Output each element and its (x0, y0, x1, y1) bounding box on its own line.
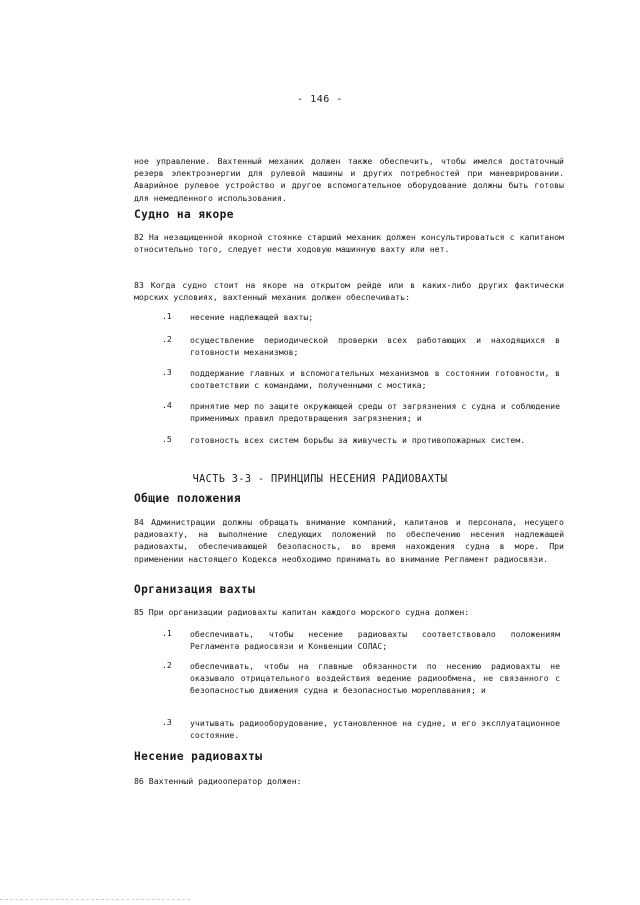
list-item: готовность всех систем борьбы за живучесть и противопожарных систем. (190, 435, 526, 445)
paragraph-86: 86 Вахтенный радиооператор должен: (134, 776, 302, 786)
heading-ship-at-anchor: Судно на якоре (134, 208, 234, 221)
list-item: несение надлежащей вахты; (190, 312, 314, 322)
list-item: принятие мер по защите окружающей среды от загрязнения с судна и соблюдение применимых правил предотвращения загрязнения; и (190, 401, 560, 424)
list-item: поддержание главных и вспомогательных механизмов в состоянии готовности, в соответствии с командами, полученными с мостика; (190, 368, 560, 391)
list-item-number: .2 (162, 660, 172, 670)
list-item-number: .1 (162, 628, 172, 638)
part-title: ЧАСТЬ 3-3 - ПРИНЦИПЫ НЕСЕНИЯ РАДИОВАХТЫ (192, 474, 448, 485)
heading-radio-watch: Несение радиовахты (134, 750, 263, 763)
list-item: учитывать радиооборудование, установленное на судне, и его эксплуатационное состояние. (190, 718, 560, 741)
list-item-number: .2 (162, 334, 172, 344)
paragraph-85: 85 При организации радиовахты капитан каждого морского судна должен: (134, 607, 470, 617)
list-item-number: .3 (162, 717, 172, 727)
list-item-number: .4 (162, 400, 172, 410)
list-item: обеспечивать, чтобы несение радиовахты соответствовало положениям Регламента радиосвязи и Конвенции СОЛАС; (190, 629, 560, 652)
list-item-number: .1 (162, 311, 172, 321)
paragraph-84: 84 Администрации должны обращать внимание компаний, капитанов и персонала, несущего радиовахту, на выполнение следующих положений по обеспечению несения надлежащей радиовахты, обеспечивающей безопасность, во время нахождения судна в море. При применении настоящего Кодекса необходимо принимать во внимание Регламент радиосвязи. (134, 517, 564, 564)
page-number: - 146 - (297, 94, 343, 105)
list-item: обеспечивать, чтобы на главные обязанности по несению радиовахты не оказывало отрицательного воздействия ведение радиообмена, не связанного с безопасностью движения судна и безопасностью мореплавания; и (190, 661, 560, 696)
heading-general-provisions: Общие положения (134, 492, 242, 505)
page-edge-rule (0, 899, 190, 900)
list-item: осуществление периодической проверки всех работающих и находящихся в готовности механизмов; (190, 335, 560, 358)
list-item-number: .5 (162, 434, 172, 444)
paragraph-82: 82 На незащищенной якорной стоянке старший механик должен консультироваться с капитаном относительно того, следует нести ходовую машинную вахту или нет. (134, 232, 564, 255)
intro-paragraph: ное управление. Вахтенный механик должен также обеспечить, чтобы имелся достаточный резерв электроэнергии для рулевой машины и других потребностей при маневрировании. Аварийное рулевое устройство и другое вспомогательное оборудование должны быть готовы для немедленного использования. (134, 156, 564, 203)
list-item-number: .3 (162, 367, 172, 377)
paragraph-83: 83 Когда судно стоит на якоре на открытом рейде или в каких-либо других фактически морских условиях, вахтенный механик должен обеспечивать: (134, 280, 564, 303)
heading-watch-organization: Организация вахты (134, 583, 256, 596)
